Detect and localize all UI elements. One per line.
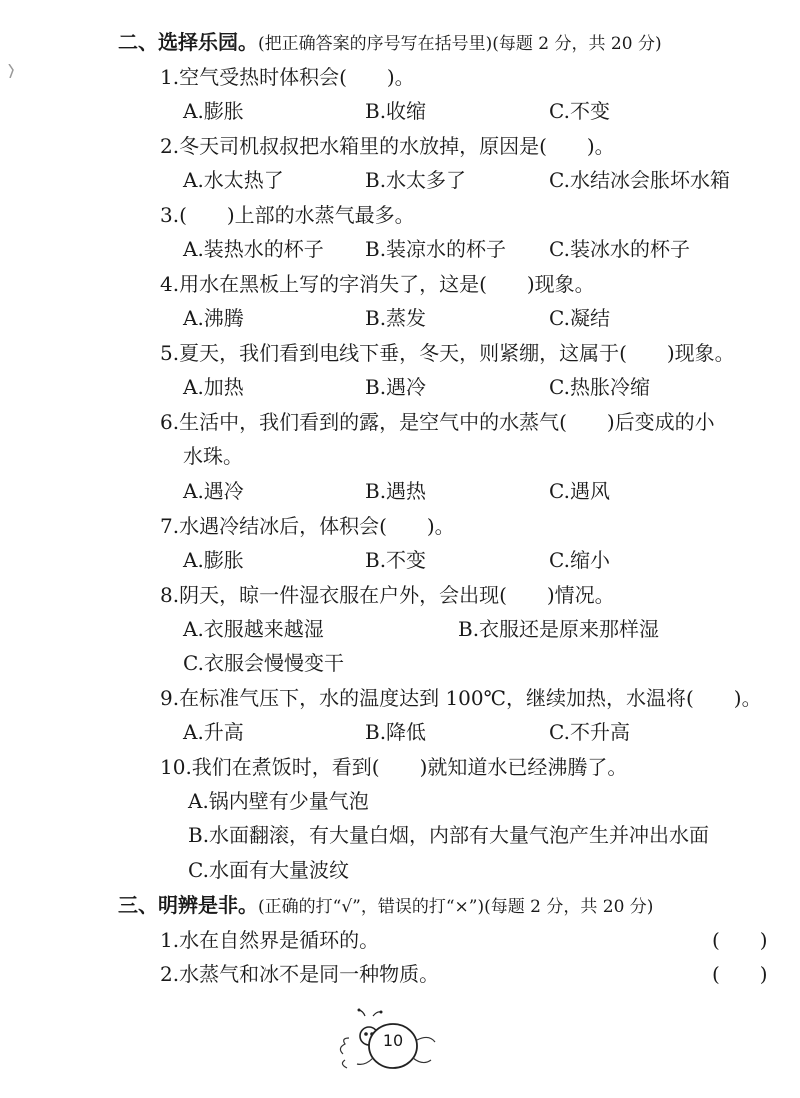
question-10-option-c: C.水面有大量波纹 bbox=[188, 858, 349, 882]
judgement-item-1-answer-box[interactable]: ( ) bbox=[712, 928, 768, 952]
question-3-stem: 3.( )上部的水蒸气最多。 bbox=[160, 203, 415, 227]
question-10-stem: 10.我们在煮饭时，看到( )就知道水已经沸腾了。 bbox=[160, 755, 628, 779]
section3-note: (正确的打“√”，错误的打“×”)(每题 2 分，共 20 分) bbox=[258, 897, 654, 917]
question-6-stem-continued: 水珠。 bbox=[183, 444, 243, 468]
judgement-item-1: 1.水在自然界是循环的。 bbox=[160, 928, 380, 952]
question-5-option-c: C.热胀冷缩 bbox=[549, 375, 650, 399]
section2-heading bbox=[118, 27, 662, 59]
question-8-option-c: C.衣服会慢慢变干 bbox=[183, 651, 344, 675]
question-7-option-c: C.缩小 bbox=[549, 548, 610, 572]
question-7-option-b: B.不变 bbox=[365, 548, 427, 572]
question-9-option-b: B.降低 bbox=[365, 720, 427, 744]
question-3-option-b: B.装凉水的杯子 bbox=[365, 237, 507, 261]
question-6-option-b: B.遇热 bbox=[365, 479, 427, 503]
question-5-option-a: A.加热 bbox=[183, 375, 244, 399]
section2-note: (把正确答案的序号写在括号里)(每题 2 分，共 20 分) bbox=[258, 34, 662, 54]
question-2-option-c: C.水结冰会胀坏水箱 bbox=[549, 168, 730, 192]
question-2-option-b: B.水太多了 bbox=[365, 168, 467, 192]
question-5-option-b: B.遇冷 bbox=[365, 375, 427, 399]
question-2-stem: 2.冬天司机叔叔把水箱里的水放掉，原因是( )。 bbox=[160, 134, 615, 158]
question-10-option-b: B.水面翻滚，有大量白烟，内部有大量气泡产生并冲出水面 bbox=[188, 823, 710, 847]
question-8-stem: 8.阴天，晾一件湿衣服在户外，会出现( )情况。 bbox=[160, 583, 615, 607]
question-6-option-a: A.遇冷 bbox=[183, 479, 244, 503]
question-7-stem: 7.水遇冷结冰后，体积会( )。 bbox=[160, 514, 455, 538]
margin-mark-icon bbox=[8, 64, 14, 78]
question-9-stem: 9.在标准气压下，水的温度达到 100℃，继续加热，水温将( )。 bbox=[160, 686, 762, 710]
question-1-option-c: C.不变 bbox=[549, 99, 610, 123]
question-1-option-b: B.收缩 bbox=[365, 99, 427, 123]
question-1-stem: 1.空气受热时体积会( )。 bbox=[160, 65, 415, 89]
section2-title: 二、选择乐园。 bbox=[118, 30, 258, 54]
question-4-stem: 4.用水在黑板上写的字消失了，这是( )现象。 bbox=[160, 272, 595, 296]
question-7-option-a: A.膨胀 bbox=[183, 548, 244, 572]
question-4-option-b: B.蒸发 bbox=[365, 306, 427, 330]
judgement-item-2-answer-box[interactable]: ( ) bbox=[712, 962, 768, 986]
question-5-stem: 5.夏天，我们看到电线下垂，冬天，则紧绷，这属于( )现象。 bbox=[160, 341, 735, 365]
page-number: 10 bbox=[382, 1031, 404, 1050]
question-2-option-a: A.水太热了 bbox=[183, 168, 284, 192]
question-4-option-c: C.凝结 bbox=[549, 306, 610, 330]
question-3-option-c: C.装冰水的杯子 bbox=[549, 237, 690, 261]
question-3-option-a: A.装热水的杯子 bbox=[183, 237, 324, 261]
question-9-option-c: C.不升高 bbox=[549, 720, 630, 744]
question-6-stem: 6.生活中，我们看到的露，是空气中的水蒸气( )后变成的小 bbox=[160, 410, 715, 434]
judgement-item-2: 2.水蒸气和冰不是同一种物质。 bbox=[160, 962, 440, 986]
question-9-option-a: A.升高 bbox=[183, 720, 244, 744]
question-10-option-a: A.锅内壁有少量气泡 bbox=[188, 789, 369, 813]
question-8-option-a: A.衣服越来越湿 bbox=[183, 617, 324, 641]
section3-title: 三、明辨是非。 bbox=[118, 893, 258, 917]
question-6-option-c: C.遇风 bbox=[549, 479, 610, 503]
question-4-option-a: A.沸腾 bbox=[183, 306, 244, 330]
section3-heading bbox=[118, 890, 653, 922]
question-8-option-b: B.衣服还是原来那样湿 bbox=[458, 617, 660, 641]
question-1-option-a: A.膨胀 bbox=[183, 99, 244, 123]
